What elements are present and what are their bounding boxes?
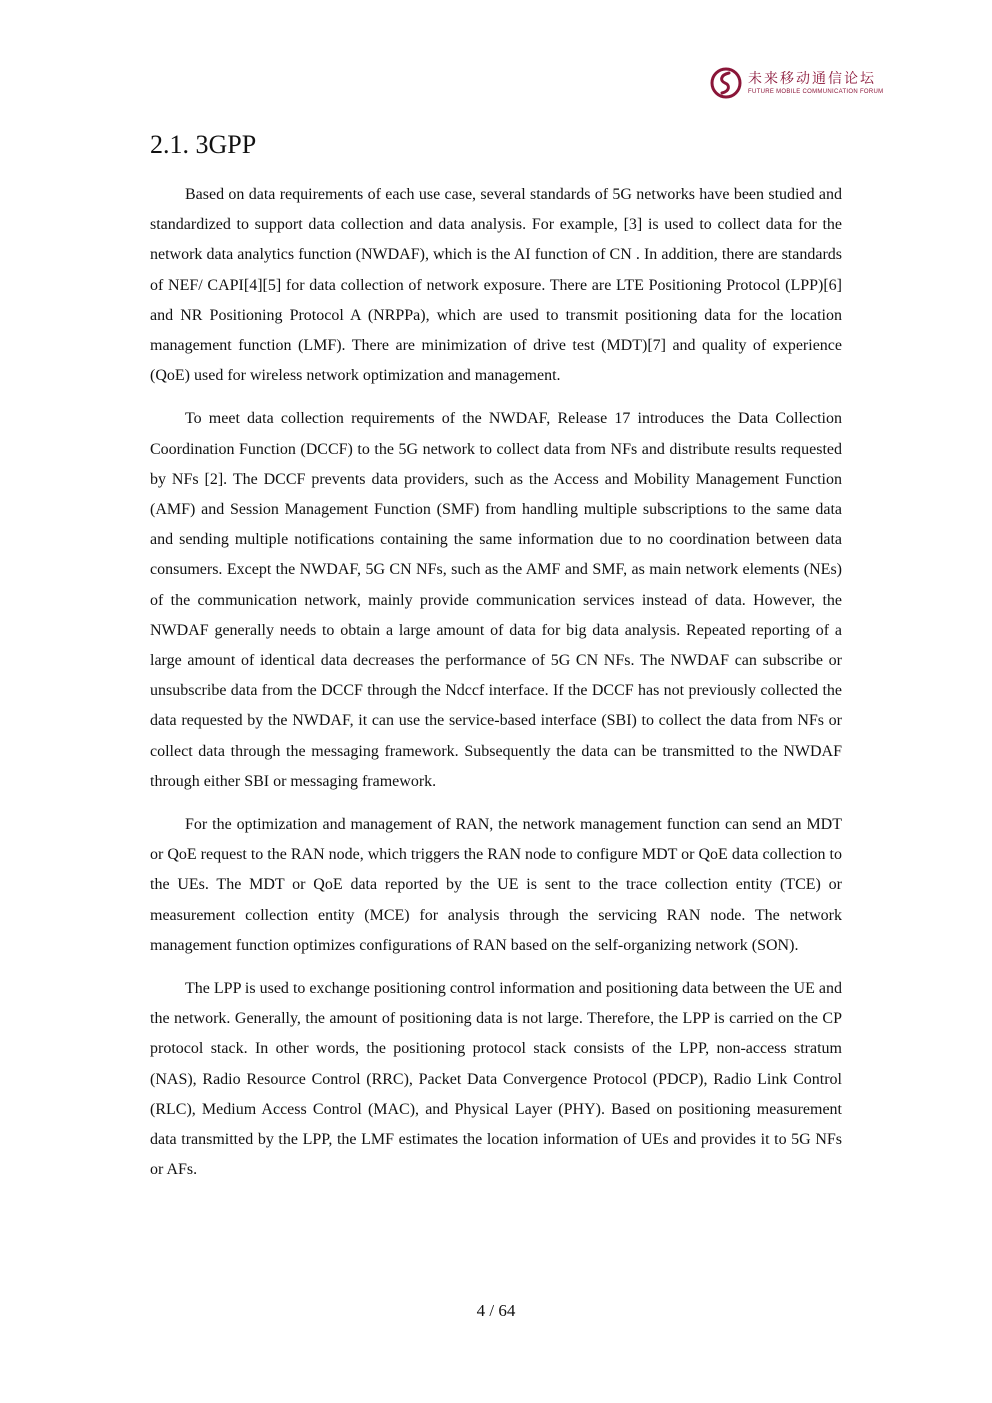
- page-number: 4 / 64: [476, 1301, 516, 1320]
- forum-logo-icon: [710, 67, 742, 99]
- header-logo: [710, 67, 883, 99]
- logo-text: [748, 72, 883, 95]
- paragraph: To meet data collection requirements of the NWDAF, Release 17 introduces the Data Collection Coordination Function (DCCF) to the 5G network to collect data from NFs and distribute results requested by NFs [2]. The DCCF prevents data providers, such as the Access and Mobility Management Function (AMF) and Session Management Function (SMF) from handling multiple subscriptions to the same data and sending multiple notifications containing the same information due to no coordination between data consumers. Except the NWDAF, 5G CN NFs, such as the AMF and SMF, as main network elements (NEs) of the communication network, mainly provide communication services instead of data. However, the NWDAF generally needs to obtain a large amount of data for big data analysis. Repeated reporting of a large amount of identical data decreases the performance of 5G CN NFs. The NWDAF can subscribe or unsubscribe data from the DCCF through the Ndccf interface. If the DCCF has not previously collected the data requested by the NWDAF, it can use the service-based interface (SBI) to collect the data from NFs or collect data through the messaging framework. Subsequently the data can be transmitted to the NWDAF through either SBI or messaging framework.: [150, 410, 842, 790]
- section-body: [150, 180, 842, 1199]
- logo-chinese-name: 未来移动通信论坛: [748, 70, 876, 87]
- paragraph: Based on data requirements of each use case, several standards of 5G networks have been studied and standardized to support data collection and data analysis. For example, [3] is used to collect data for the network data analytics function (NWDAF), which is the AI function of CN . In addition, there are standards of NEF/ CAPI[4][5] for data collection of network exposure. There are LTE Positioning Protocol (LPP)[6] and NR Positioning Protocol A (NRPPa), which are used to transmit positioning data for the location management function (LMF). There are minimization of drive test (MDT)[7] and quality of experience (QoE) used for wireless network optimization and management.: [150, 186, 842, 385]
- section-heading: 2.1. 3GPP: [150, 130, 257, 159]
- paragraph: For the optimization and management of RAN, the network management function can send an MDT or QoE request to the RAN node, which triggers the RAN node to configure MDT or QoE data collection to the UEs. The MDT or QoE data reported by the UE is sent to the trace collection entity (TCE) or measurement collection entity (MCE) for analysis through the servicing RAN node. The network management function optimizes configurations of RAN based on the self-organizing network (SON).: [150, 816, 842, 954]
- logo-english-name: FUTURE MOBILE COMMUNICATION FORUM: [748, 88, 884, 95]
- paragraph: The LPP is used to exchange positioning control information and positioning data between the UE and the network. Generally, the amount of positioning data is not large. Therefore, the LPP is carried on the CP protocol stack. In other words, the positioning protocol stack consists of the LPP, non-access stratum (NAS), Radio Resource Control (RRC), Packet Data Convergence Protocol (PDCP), Radio Link Control (RLC), Medium Access Control (MAC), and Physical Layer (PHY). Based on positioning measurement data transmitted by the LPP, the LMF estimates the location information of UEs and provides it to 5G NFs or AFs.: [150, 980, 842, 1179]
